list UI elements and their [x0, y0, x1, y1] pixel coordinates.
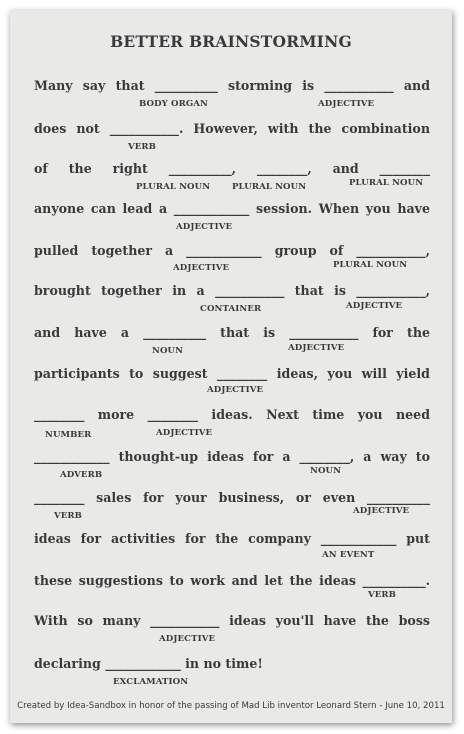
- blank-label: ADJECTIVE: [346, 301, 403, 311]
- blank-label: ADVERB: [60, 470, 103, 480]
- blank-label: VERB: [368, 590, 397, 600]
- blank-label: PLURAL NOUN: [232, 182, 307, 192]
- story-line: ________ sales for your business, or even __________: [34, 490, 430, 505]
- blank-label: ADJECTIVE: [353, 506, 410, 516]
- blank-label: VERB: [128, 142, 157, 152]
- story-line: anyone can lead a ____________ session. When you have: [34, 201, 430, 216]
- blank-label: NUMBER: [45, 430, 92, 440]
- blank-label: ADJECTIVE: [159, 634, 216, 644]
- blank-label: ADJECTIVE: [173, 263, 230, 273]
- story-line: ideas for activities for the company ____________ put: [34, 531, 430, 546]
- blank-label: ADJECTIVE: [318, 99, 375, 109]
- story-line: and have a __________ that is ___________ for the: [34, 325, 430, 340]
- story-line: pulled together a ____________ group of ___________,: [34, 243, 430, 258]
- blank-label: BODY ORGAN: [139, 99, 208, 109]
- blank-label: EXCLAMATION: [113, 677, 189, 687]
- story-line: these suggestions to work and let the ideas __________.: [34, 573, 430, 588]
- blank-label: ADJECTIVE: [288, 343, 345, 353]
- blank-label: PLURAL NOUN: [349, 178, 424, 188]
- story-line: Many say that __________ storming is ___________ and: [34, 78, 430, 93]
- blank-label: ADJECTIVE: [176, 222, 233, 232]
- story-line: of the right __________, ________, and ________: [34, 161, 430, 176]
- story-line: declaring ____________ in no time!: [34, 656, 263, 671]
- blank-label: ADJECTIVE: [207, 385, 264, 395]
- blank-label: ADJECTIVE: [156, 428, 213, 438]
- story-line: ________ more ________ ideas. Next time you need: [34, 407, 430, 422]
- footer-credit: Created by Idea-Sandbox in honor of the passing of Mad Lib inventor Leonard Stern - June 10, 2011: [17, 701, 445, 711]
- blank-label: PLURAL NOUN: [136, 182, 211, 192]
- story-line: ____________ thought-up ideas for a ________, a way to: [34, 449, 430, 464]
- blank-label: PLURAL NOUN: [333, 260, 408, 270]
- story-line: does not ___________. However, with the combination: [34, 121, 430, 136]
- blank-label: CONTAINER: [200, 304, 262, 314]
- story-line: With so many ___________ ideas you'll have the boss: [34, 613, 430, 628]
- mad-lib-sheet: [10, 10, 452, 723]
- story-line: brought together in a ___________ that is ___________,: [34, 283, 430, 298]
- story-line: participants to suggest ________ ideas, you will yield: [34, 366, 430, 381]
- page-title: BETTER BRAINSTORMING: [110, 32, 352, 51]
- blank-label: AN EVENT: [322, 550, 375, 560]
- blank-label: NOUN: [152, 346, 184, 356]
- blank-label: NOUN: [310, 466, 342, 476]
- blank-label: VERB: [54, 511, 83, 521]
